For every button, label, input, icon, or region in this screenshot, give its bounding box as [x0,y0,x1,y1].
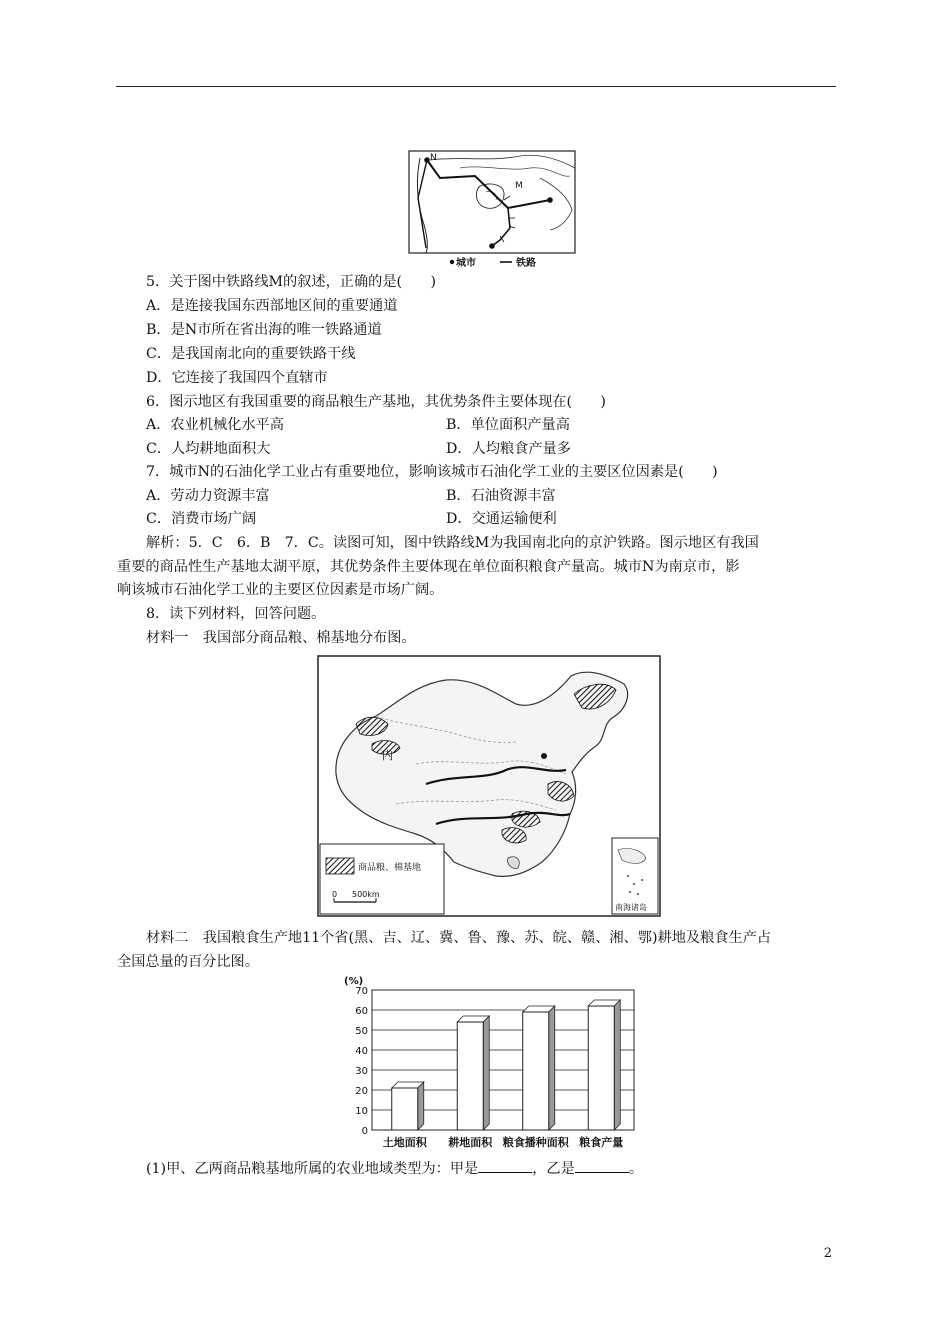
legend-city-icon [450,260,454,264]
q5-option-c: C．是我国南北向的重要铁路干线 [146,346,356,362]
q6-stem: 6．图示地区有我国重要的商品粮生产基地，其优势条件主要体现在( ) [146,394,606,410]
bar [523,1012,549,1130]
y-tick-label: 50 [355,1026,368,1037]
header-rule [116,86,836,87]
y-tick-label: 30 [355,1066,368,1077]
bar-side [549,1006,555,1130]
farmland-grain-bar-chart [336,972,644,1156]
q7-option-b: B．石油资源丰富 [446,488,556,504]
material-1-caption: 材料一 我国部分商品粮、棉基地分布图。 [146,630,416,646]
city-dot [547,197,553,203]
answer-blank-yi[interactable] [575,1158,629,1173]
q5-option-a: A．是连接我国东西部地区间的重要通道 [146,298,398,314]
q5-option-d: D．它连接了我国四个直辖市 [146,370,328,386]
q7-option-c: C．消费市场广阔 [146,511,257,527]
china-base-map [316,654,662,918]
inset-label: 南海诸岛 [615,903,647,912]
analysis-line-2: 重要的商品性生产基地太湖平原，其优势条件主要体现在单位面积粮食产量高。城市N为南京市，影 [117,559,740,575]
analysis-line-1: 解析：5．C 6．B 7．C。读图可知，图中铁路线M为我国南北向的京沪铁路。图示地区有我国 [146,535,759,551]
x-category-label: 粮食播种面积 [502,1136,569,1149]
bar [392,1088,418,1130]
x-category-label: 耕地面积 [448,1136,493,1149]
q7-option-d: D．交通运输便利 [446,511,557,527]
y-tick-label: 0 [361,1126,368,1137]
analysis-line-3: 响该城市石油化学工业的主要区位因素是市场广阔。 [117,582,444,598]
y-tick-label: 40 [355,1046,368,1057]
bar-side [483,1016,489,1130]
bar [588,1006,614,1130]
q8-stem: 8．读下列材料，回答问题。 [146,606,326,622]
legend-base-label: 商品粮、棉基地 [358,863,422,873]
x-category-label: 粮食产量 [579,1136,624,1149]
material-2-caption-1: 材料二 我国粮食生产地11个省(黑、吉、辽、冀、鲁、豫、苏、皖、赣、湘、鄂)耕地及粮食生产占 [146,930,772,946]
q8-sub1-prefix: (1)甲、乙两商品粮基地所属的农业地域类型为：甲是 [146,1161,479,1177]
q6-option-a: A．农业机械化水平高 [146,417,284,433]
q8-sub1-end: 。 [628,1161,644,1177]
city-n-dot [424,157,430,163]
q8-sub1 [146,1158,643,1179]
answer-blank-jia[interactable] [478,1158,532,1173]
y-axis-unit: (%) [344,976,364,987]
y-tick-label: 70 [355,986,368,997]
y-tick-label: 60 [355,1006,368,1017]
legend-hatch-swatch [326,858,354,874]
q8-sub1-mid: ，乙是 [532,1161,575,1177]
label-m: M [515,181,523,191]
material-2-caption-2: 全国总量的百分比图。 [117,954,259,970]
q5-stem: 5．关于图中铁路线M的叙述，正确的是( ) [146,274,436,290]
x-category-label: 土地面积 [382,1136,427,1149]
page-number: 2 [823,1246,832,1261]
q6-option-b: B．单位面积产量高 [446,417,570,433]
q5-option-b: B．是N市所在省出海的唯一铁路通道 [146,322,382,338]
bar-side [418,1082,424,1130]
legend-railway-label: 铁路 [516,258,536,269]
y-tick-label: 10 [355,1106,368,1117]
city-dot [489,243,495,249]
q6-option-d: D．人均粮食产量多 [446,441,571,457]
label-nei: 内 [382,749,393,762]
bar-side [614,1000,620,1130]
legend-box [320,844,444,914]
bar [457,1022,483,1130]
scale-zero: 0 [332,890,338,899]
y-tick-label: 20 [355,1086,368,1097]
scale-label: 500km [352,890,380,899]
q6-option-c: C．人均耕地面积大 [146,441,271,457]
legend-city-label: 城市 [456,258,476,269]
q7-stem: 7．城市N的石油化学工业占有重要地位，影响该城市石油化学工业的主要区位因素是( ) [146,464,718,480]
label-n: N [430,153,437,163]
q7-option-a: A．劳动力资源丰富 [146,488,270,504]
capital-dot [541,753,547,759]
railway-map [400,148,580,270]
